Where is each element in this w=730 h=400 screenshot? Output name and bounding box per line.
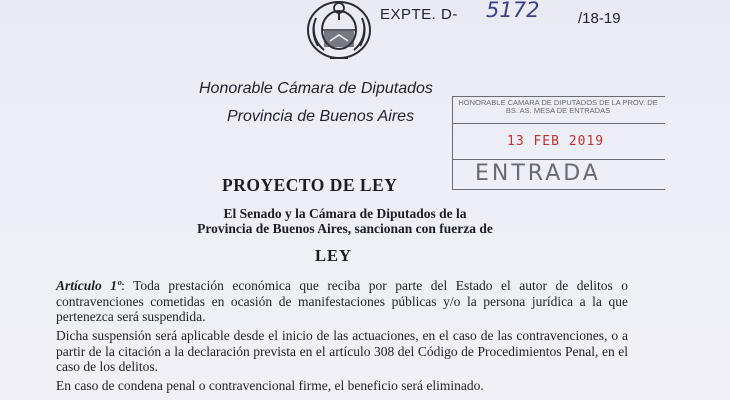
stamp-divider	[453, 123, 665, 124]
law-heading: LEY	[315, 246, 352, 265]
paragraph-2: Dicha suspensión será aplicable desde el inicio de las actuaciones, en el caso de las contravenciones, o a partir de la citación a la declaración prevista en el artículo 308 del Código de Procedimientos Penal, en el caso de los delitos.	[56, 328, 628, 374]
reception-stamp	[452, 96, 665, 190]
expediente-prefix: EXPTE. D-	[380, 6, 458, 23]
coat-of-arms-seal-icon	[306, 0, 372, 60]
enacting-line: El Senado y la Cámara de Diputados de la	[223, 206, 467, 221]
article-text: : Toda prestación económica que reciba por parte del Estado el autor de delitos o contravenciones cometidas en ocasión de manifestaciones públicas y/o la persona jurídica a la que pertenezca será suspendida.	[56, 278, 628, 324]
document-title: PROYECTO DE LEY	[222, 175, 398, 195]
stamp-label: ENTRADA	[475, 161, 601, 186]
chamber-name: Honorable Cámara de Diputados	[199, 80, 433, 97]
expediente-handwritten-number: 5172	[486, 0, 540, 22]
enacting-clause	[130, 206, 560, 236]
paragraph-3: En caso de condena penal o contravencional firme, el beneficio será eliminado.	[56, 378, 484, 393]
expediente-suffix: /18-19	[578, 10, 621, 27]
enacting-line: Provincia de Buenos Aires, sancionan con fuerza de	[197, 221, 493, 236]
province-name: Provincia de Buenos Aires	[227, 108, 415, 125]
stamp-header: HONORABLE CAMARA DE DIPUTADOS DE LA PROV. DE BS. AS. MESA DE ENTRADAS	[458, 98, 658, 115]
article-label: Artículo 1º	[56, 278, 122, 293]
stamp-divider	[453, 159, 665, 160]
stamp-date: 13 FEB 2019	[507, 134, 605, 149]
article-1	[56, 278, 628, 325]
